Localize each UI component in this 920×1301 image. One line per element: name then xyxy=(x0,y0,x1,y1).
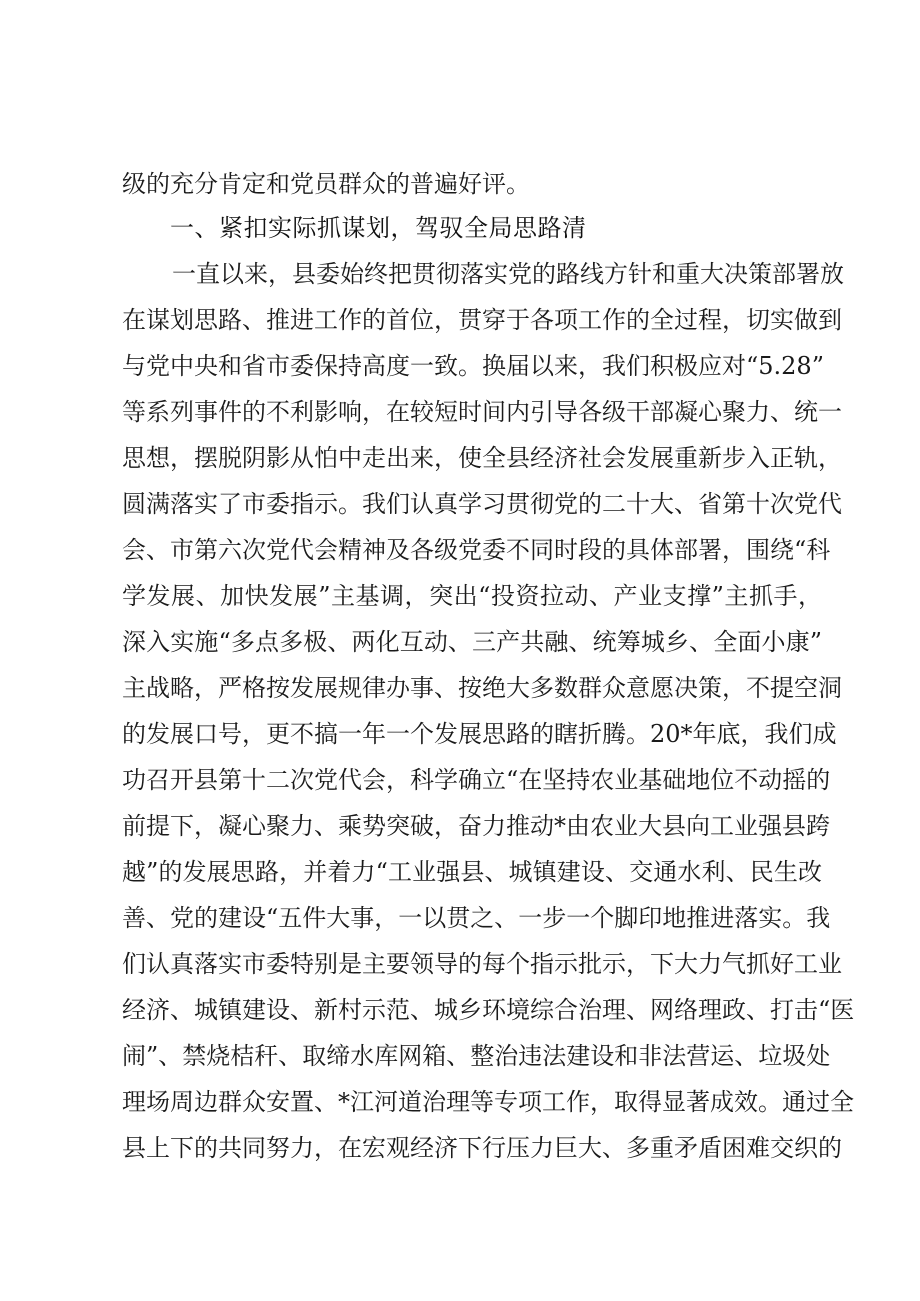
paragraph-line: 圆满落实了市委指示。我们认真学习贯彻党的二十大、省第十次党代 xyxy=(122,490,842,518)
paragraph-line: 前提下，凝心聚力、乘势突破，奋力推动*由农业大县向工业强县跨 xyxy=(122,812,830,840)
paragraph-line: 在谋划思路、推进工作的首位，贯穿于各项工作的全过程，切实做到 xyxy=(122,306,842,334)
paragraph-line: 的发展口号，更不搞一年一个发展思路的瞎折腾。20*年底，我们成 xyxy=(122,720,837,748)
paragraph-line: 县上下的共同努力，在宏观经济下行压力巨大、多重矛盾困难交织的 xyxy=(122,1134,842,1162)
paragraph-line: 与党中央和省市委保持高度一致。换届以来，我们积极应对“5.28” xyxy=(122,352,824,380)
paragraph-line: 闹”、禁烧桔秆、取缔水库网箱、整治违法建设和非法营运、垃圾处 xyxy=(122,1042,831,1070)
paragraph-line: 思想，摆脱阴影从怕中走出来，使全县经济社会发展重新步入正轨， xyxy=(122,444,842,472)
paragraph-line: 经济、城镇建设、新村示范、城乡环境综合治理、网络理政、打击“医 xyxy=(122,996,855,1024)
paragraph-line: 功召开县第十二次党代会，科学确立“在坚持农业基础地位不动摇的 xyxy=(122,766,831,794)
paragraph-line: 深入实施“多点多极、两化互动、三产共融、统筹城乡、全面小康” xyxy=(122,628,822,656)
paragraph-line: 主战略，严格按发展规律办事、按绝大多数群众意愿决策，不提空洞 xyxy=(122,674,842,702)
paragraph-line: 善、党的建设“五件大事，一以贯之、一步一个脚印地推进落实。我 xyxy=(122,904,831,932)
paragraph-line: 越”的发展思路，并着力“工业强县、城镇建设、交通水利、民生改 xyxy=(122,858,822,886)
paragraph-line: 学发展、加快发展”主基调，突出“投资拉动、产业支撑”主抓手， xyxy=(122,582,822,610)
paragraph-line: 理场周边群众安置、*江河道治理等专项工作，取得显著成效。通过全 xyxy=(122,1088,854,1116)
lead-line: 级的充分肯定和党员群众的普遍好评。 xyxy=(122,170,530,198)
paragraph-line: 等系列事件的不利影响，在较短时间内引导各级干部凝心聚力、统一 xyxy=(122,398,842,426)
paragraph-line: 一直以来，县委始终把贯彻落实党的路线方针和重大决策部署放 xyxy=(172,260,844,288)
paragraph-line: 们认真落实市委特别是主要领导的每个指示批示，下大力气抓好工业 xyxy=(122,950,842,978)
section-heading: 一、紧扣实际抓谋划，驾驭全局思路清 xyxy=(170,214,587,242)
paragraph-line: 会、市第六次党代会精神及各级党委不同时段的具体部署，围绕“科 xyxy=(122,536,831,564)
